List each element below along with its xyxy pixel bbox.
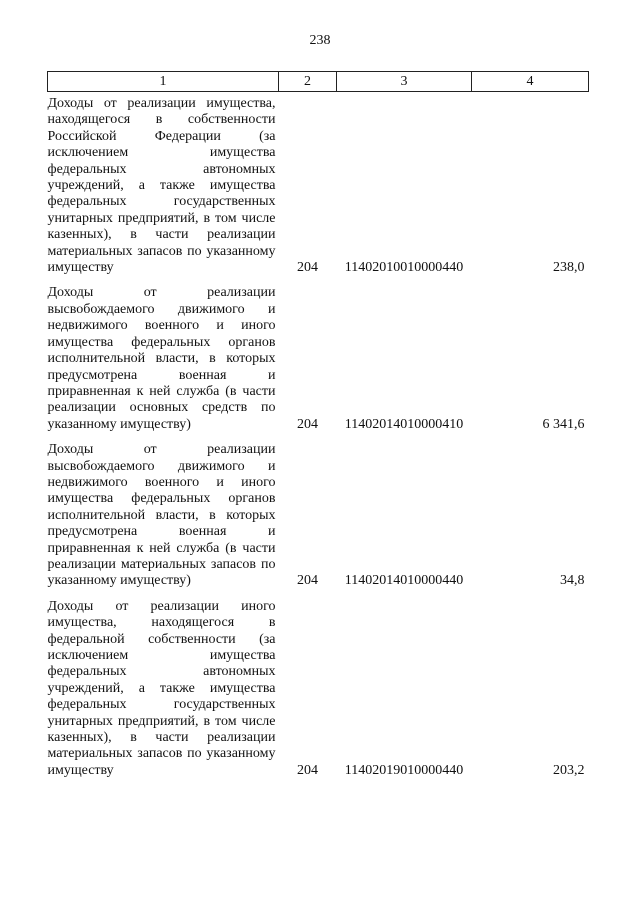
row-budget-code: 11402019010000440: [344, 762, 464, 778]
column-header-1: 1: [48, 72, 279, 92]
row-budget-code: 11402010010000440: [344, 260, 464, 276]
row-amount: 34,8: [560, 573, 585, 589]
budget-table: [47, 71, 589, 783]
row-amount: 6 341,6: [542, 416, 585, 432]
page-number: 238: [309, 33, 331, 48]
row-budget-code: 11402014010000440: [344, 573, 464, 589]
table-row: [48, 280, 589, 437]
row-description: Доходы от реализации высвобождаемого движимого и недвижимого военного и иного имущества федеральных органов исполнительной власти, в которых предусмотрена военная и приравненная к ней служба (в части реализации основных средств по указанному имуществу): [47, 285, 276, 432]
row-description: Доходы от реализации высвобождаемого движимого и недвижимого военного и иного имущества федеральных органов исполнительной власти, в которых предусмотрена военная и приравненная к ней служба (в части реализации материальных запасов по указанному имуществу): [47, 442, 276, 589]
row-amount: 238,0: [553, 260, 585, 276]
row-admin-code: 204: [297, 260, 318, 276]
row-admin-code: 204: [297, 416, 318, 432]
column-header-3: 3: [337, 72, 472, 92]
row-admin-code: 204: [297, 762, 318, 778]
row-budget-code: 11402014010000410: [344, 416, 464, 432]
column-header-4: 4: [472, 72, 589, 92]
column-header-2: 2: [279, 72, 337, 92]
row-description: Доходы от реализации имущества, находящегося в собственности Российской Федерации (за исключением имущества федеральных автономных учреждений, а также имущества федеральных государственных унитарных предприятий, в том числе казенных), в части реализации материальных запасов по указанному имуществу: [47, 96, 276, 276]
row-description: Доходы от реализации иного имущества, находящегося в федеральной собственности (за исключением имущества федеральных автономных учреждений, а также имущества федеральных государственных унитарных предприятий, в том числе казенных), в части реализации материальных запасов по указанному имуществу: [47, 598, 276, 778]
table-row: [48, 92, 589, 281]
header-row: [48, 72, 589, 92]
table-row: [48, 594, 589, 783]
table-row: [48, 437, 589, 594]
row-admin-code: 204: [297, 573, 318, 589]
row-amount: 203,2: [553, 762, 585, 778]
